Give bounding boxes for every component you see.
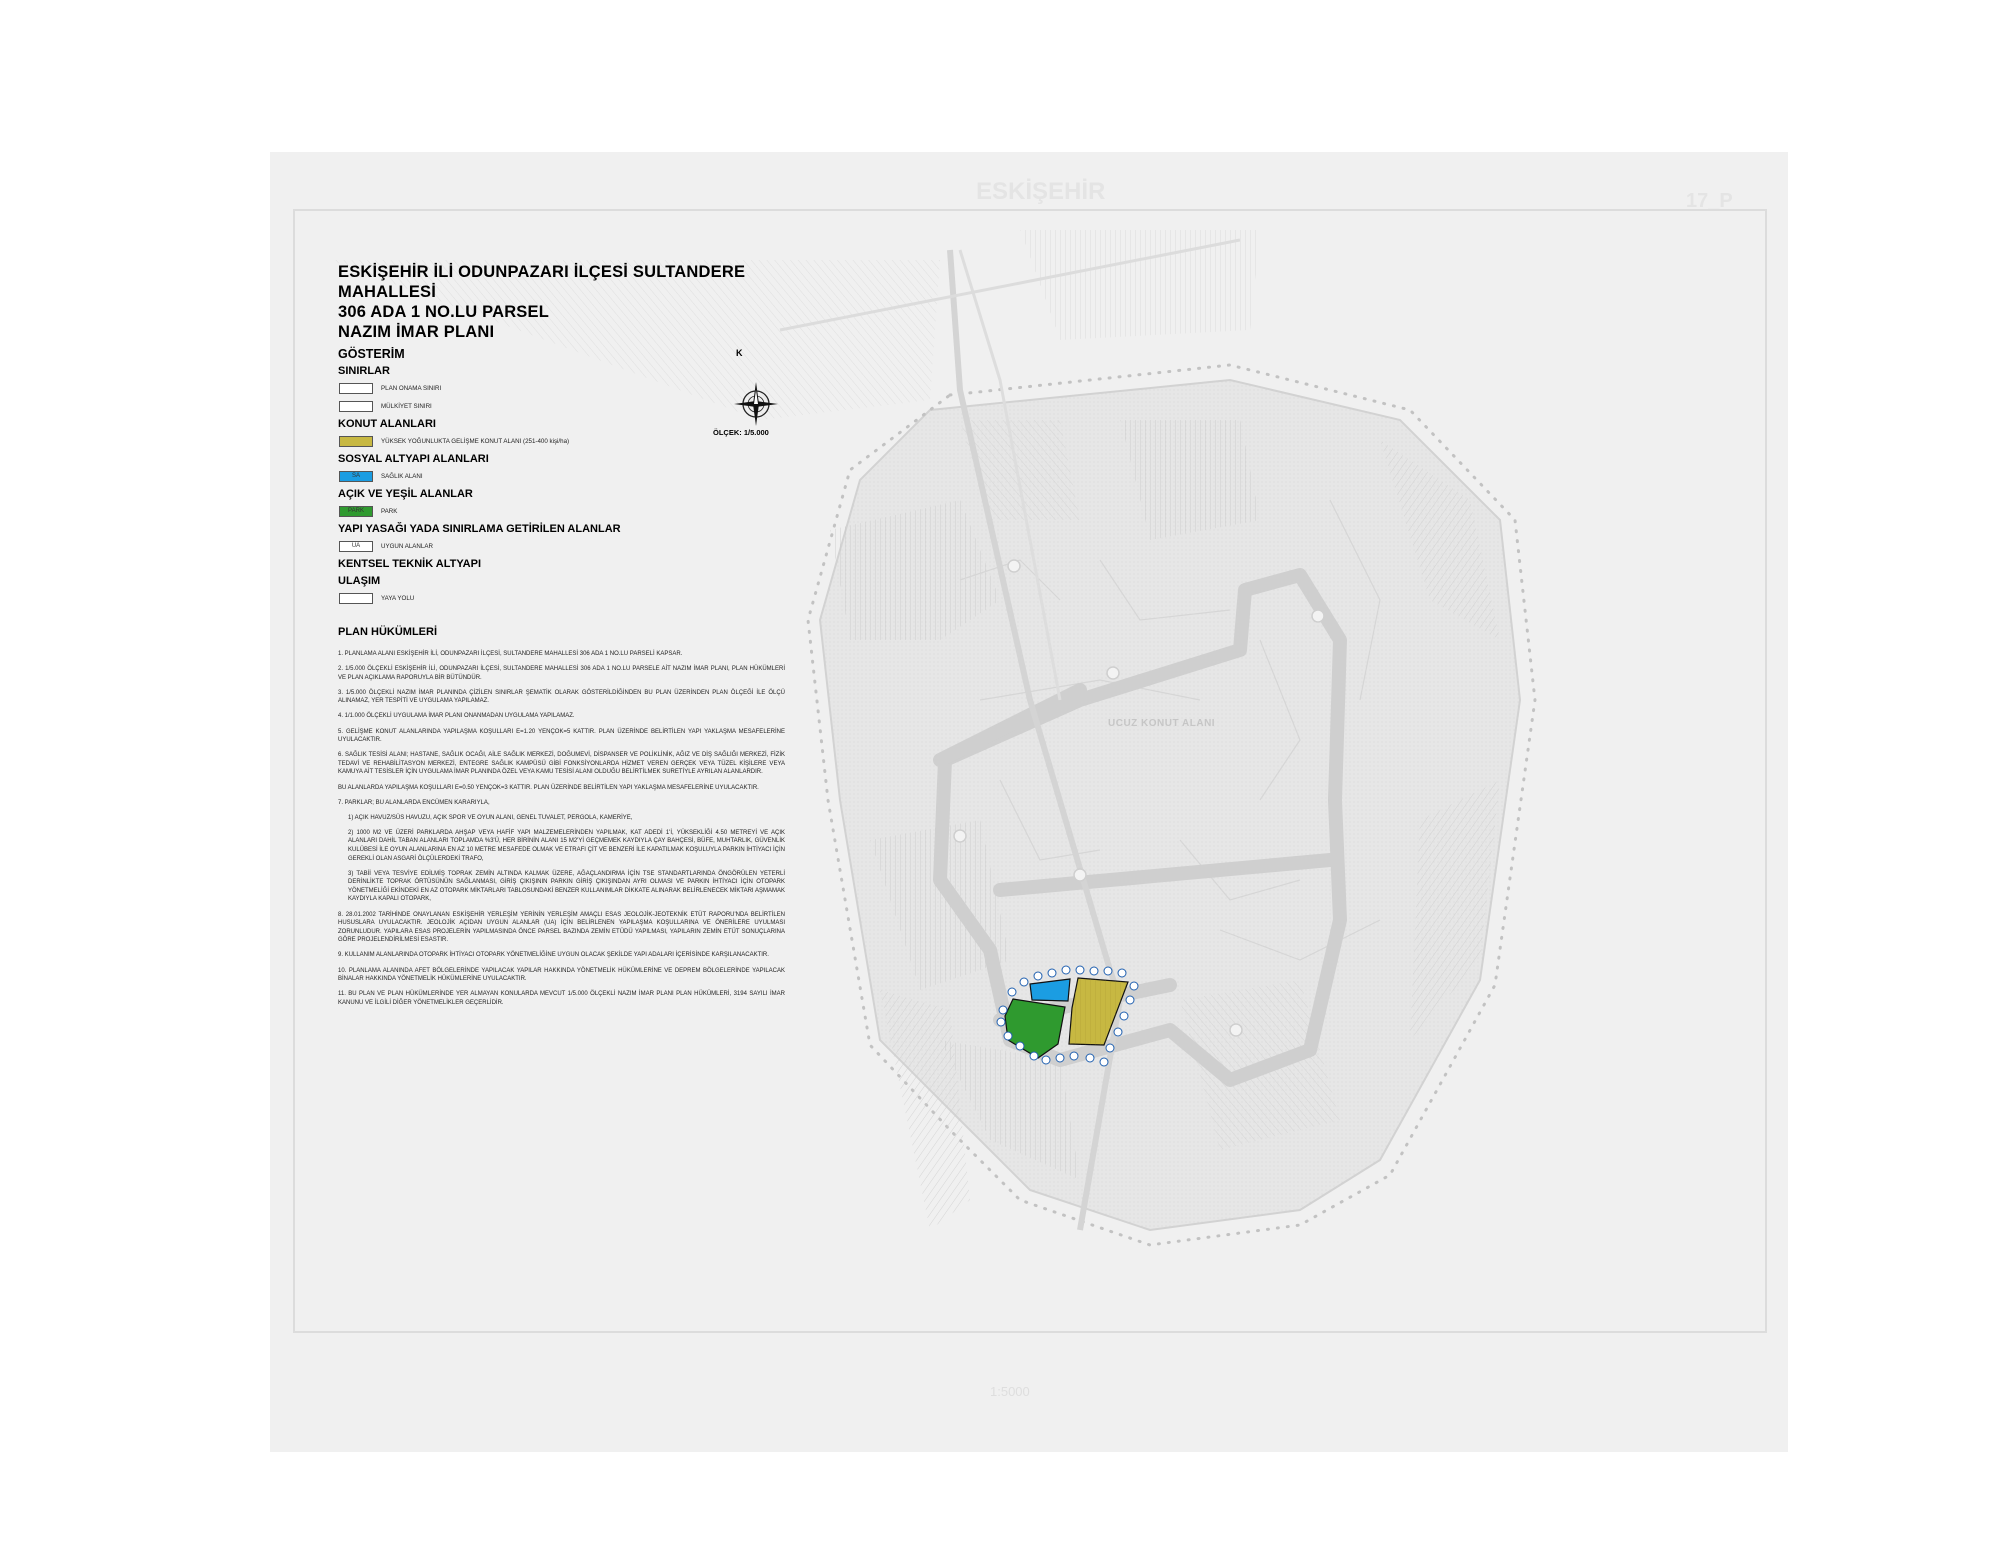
ghost-scale-label: 1:5000 (990, 1384, 1030, 1399)
legend-item-label: UYGUN ALANLAR (381, 543, 433, 550)
legend-heading: GÖSTERİM (338, 347, 405, 361)
legend-item (339, 399, 793, 414)
legend-group-title: SOSYAL ALTYAPI ALANLARI (338, 453, 489, 465)
plan-rule: 5. GELİŞME KONUT ALANLARINDA YAPILAŞMA KOŞULLARI E=1.20 YENÇOK=5 KATTIR. PLAN ÜZERİNDE BELİRTİLEN YAPI YAKLAŞMA MESAFELERİNE UYULACAKTIR. (338, 728, 785, 744)
legend-item (339, 381, 793, 396)
plan-rule: 7. PARKLAR; BU ALANLARDA ENCÜMEN KARARIYLA, (338, 799, 490, 806)
plan-rules-title: PLAN HÜKÜMLERİ (338, 626, 437, 638)
plan-rule: 8. 28.01.2002 TARİHİNDE ONAYLANAN ESKİŞEHİR YERLEŞİM YERİNİN YERLEŞİM AMAÇLI ESAS JEOLOJİK-JEOTEKNİK ETÜT RAPORU'NDA BELİRTİLEN HUSUSLARA UYULACAKTIR. JEOLOJİK AÇIDAN UYGUN ALANLAR (UA) İÇİN BELİRLENEN YAPILAŞMA KOŞULLARINA VE ÖNERİLERE UYULMASI ZORUNLUDUR. YAPILARA ESAS PROJELERİN YAPILMASINDA ÖNCE PARSEL BAZINDA ZEMİN ETÜDÜ YAPILMASI, YAPILARIN ZEMİN ETÜT SONUÇLARINA GÖRE PROJELENDİRİLMESİ ESASTIR. (338, 911, 785, 944)
legend-item-label: PARK (381, 508, 398, 515)
legend-item-label: PLAN ONAMA SINIRI (381, 385, 442, 392)
hatched-block-10 (1020, 230, 1260, 340)
legend-group-title: AÇIK VE YEŞİL ALANLAR (338, 488, 473, 500)
plan-rule: 4. 1/1.000 ÖLÇEKLİ UYGULAMA İMAR PLANI ONANMADAN UYGULAMA YAPILAMAZ. (338, 713, 575, 720)
legend-item (339, 591, 793, 606)
legend-swatch (339, 401, 373, 412)
legend-group-title: KENTSEL TEKNİK ALTYAPI (338, 558, 482, 570)
legend-swatch (339, 593, 373, 604)
district-label: UCUZ KONUT ALANI (1108, 718, 1216, 729)
plan-rule: 1) AÇIK HAVUZ/SÜS HAVUZU, AÇIK SPOR VE OYUN ALANI, GENEL TUVALET, PERGOLA, KAMERİYE, (348, 814, 633, 821)
plan-title-line1: ESKİŞEHİR İLİ ODUNPAZARI İLÇESİ SULTANDERE MAHALLESİ (338, 263, 746, 301)
legend-item (339, 434, 793, 449)
legend-group-title: YAPI YASAĞI YADA SINIRLAMA GETİRİLEN ALANLAR (338, 523, 621, 535)
plan-rule: 2) 1000 M2 VE ÜZERİ PARKLARDA AHŞAP VEYA HAFİF YAPI MALZEMELERİNDEN YAPILMAK, KAT ADEDİ 1'İ, YÜKSEKLİĞİ 4.50 METREYİ VE AÇIK ALANLARI DAHİL TABAN ALANLARI TOPLAMDA %3'Ü, HER BİRİNİN ALANI 15 M2'Yİ GEÇMEMEK KAYDIYLA ÇAY BAHÇESİ, BÜFE, MUHTARLIK, GÜVENLİK KULÜBESİ İLE OYUN ALANLARINA EN AZ 10 METRE MESAFEDE OLMAK VE ETRAFI ÇİT VE BENZERİ İLE KAPATILMAK KOŞULUYLA PARKIN İHTİYACI İÇİN GEREKLİ OLAN ASGARİ ÖLÇÜLERDEKİ TRAFO, (348, 829, 785, 862)
ghost-sheet-code: 17_P (1686, 190, 1733, 212)
plan-rules-list (338, 650, 785, 1007)
plan-rule: 9. KULLANIM ALANLARINDA OTOPARK İHTİYACI OTOPARK YÖNETMELİĞİNE UYGUN OLACAK ŞEKİLDE YAPI ADALARI İÇERİSİNDE KARŞILANACAKTIR. (338, 952, 769, 959)
plan-rule: 3. 1/5.000 ÖLÇEKLİ NAZIM İMAR PLANINDA ÇİZİLEN SINIRLAR ŞEMATİK OLARAK GÖSTERİLDİĞİNDEN BU PLAN ÜZERİNDEN PLAN ÖLÇEĞİ İLE ÖLÇÜ ALINAMAZ, YER TESPİTİ VE UYGULAMA YAPILAMAZ. (338, 689, 785, 705)
legend-item-label: YAYA YOLU (381, 595, 415, 602)
plan-title-line3: NAZIM İMAR PLANI (338, 323, 495, 341)
plan-rule: 1. PLANLAMA ALANI ESKİŞEHİR İLİ, ODUNPAZARI İLÇESİ, SULTANDERE MAHALLESİ 306 ADA 1 NO.LU PARSELİ KAPSAR. (338, 651, 683, 657)
legend-group-title: KONUT ALANLARI (338, 418, 436, 430)
legend-swatch (339, 436, 373, 447)
legend-item (339, 469, 793, 484)
legend-item-label: MÜLKİYET SINIRI (381, 403, 432, 410)
legend-item (339, 539, 793, 554)
legend-swatch: PARK (339, 506, 373, 517)
plan-rule: 6. SAĞLIK TESİSİ ALANI; HASTANE, SAĞLIK OCAĞI, AİLE SAĞLIK MERKEZİ, DOĞUMEVİ, DİSPANSER VE POLİKLİNİK, AĞIZ VE DİŞ SAĞLIĞI MERKEZİ, FİZİK TEDAVİ VE REHABİLİTASYON MERKEZİ, ENTEGRE SAĞLIK KAMPÜSÜ GİBİ FONKSİYONLARDA HİZMET VEREN GERÇEK VEYA TÜZEL KİŞİLERE VEYA KAMUYA AİT TESİSLER İÇİN UYGULAMA İMAR PLANINDA ÖZEL VEYA KAMU TESİSİ ALANI OLDUĞU BELİRTİLMEK SURETİYLE AYRILAN ALANLARDIR. (338, 752, 785, 776)
legend-item (339, 504, 793, 519)
plan-rule: BU ALANLARDA YAPILAŞMA KOŞULLARI E=0.50 YENÇOK=3 KATTIR. PLAN ÜZERİNDE BELİRTİLEN YAPI YAKLAŞMA MESAFELERİNE UYULACAKTIR. (338, 784, 759, 791)
scale-label: ÖLÇEK: 1/5.000 (713, 428, 769, 437)
legend-item-label: SAĞLIK ALANI (381, 473, 423, 480)
legend-groups (338, 365, 793, 606)
legend-group-title: SINIRLAR (338, 365, 390, 377)
legend-group-title: ULAŞIM (338, 575, 381, 587)
ghost-sheet-title: ESKİŞEHİR (976, 178, 1106, 205)
north-label: K (736, 348, 743, 358)
legend-swatch: UA (339, 541, 373, 552)
plan-rules-panel (338, 626, 785, 1014)
plan-rule: 3) TABİİ VEYA TESVİYE EDİLMİŞ TOPRAK ZEMİN ALTINDA KALMAK ÜZERE, AĞAÇLANDIRMA İÇİN TSE STANDARTLARINDA ÖNGÖRÜLEN YETERLİ DERİNLİKTE TOPRAK ÖRTÜSÜNÜN SAĞLANMASI, GİRİŞ ÇIKIŞININ PARKIN GİRİŞ ÇIKIŞINDAN AYRI OLMASI VE PARKIN İHTİYACI İÇİN OTOPARK YÖNETMELİĞİ EKİNDEKİ EN AZ OTOPARK MİKTARLARI TABLOSUNDAKİ BENZER KULLANIMLAR DİKKATE ALINARAK BELİRLENECEK MİKTARI AŞMAMAK KAYDIYLA KAPALI OTOPARK, (348, 870, 785, 903)
legend-swatch: SA (339, 471, 373, 482)
plan-title-line2: 306 ADA 1 NO.LU PARSEL (338, 303, 549, 321)
legend-item-label: YÜKSEK YOĞUNLUKTA GELİŞME KONUT ALANI (251-400 kişi/ha) (381, 438, 570, 445)
legend-swatch (339, 383, 373, 394)
plan-rule: 11. BU PLAN VE PLAN HÜKÜMLERİNDE YER ALMAYAN KONULARDA MEVCUT 1/5.000 ÖLÇEKLİ NAZIM İMAR PLANI PLAN HÜKÜMLERİ, 3194 SAYILI İMAR KANUNU VE İLGİLİ DİĞER YÖNETMELİKLER GEÇERLİDİR. (338, 991, 785, 1006)
plan-rule: 2. 1/5.000 ÖLÇEKLİ ESKİŞEHİR İLİ, ODUNPAZARI İLÇESİ, SULTANDERE MAHALLESİ 306 ADA 1 NO.LU PARSELE AİT NAZIM İMAR PLANI, PLAN HÜKÜMLERİ VE PLAN AÇIKLAMA RAPORUYLA BİR BÜTÜNDÜR. (338, 666, 785, 681)
legend-panel (338, 262, 793, 607)
plan-rule: 10. PLANLAMA ALANINDA AFET BÖLGELERİNDE YAPILACAK YAPILAR HAKKINDA YÖNETMELİK HÜKÜMLERİNE VE DEPREM BÖLGELERİNDE YAPILACAK BİNALAR HAKKINDA YÖNETMELİK HÜKÜMLERİNE UYULACAKTIR. (338, 967, 785, 983)
